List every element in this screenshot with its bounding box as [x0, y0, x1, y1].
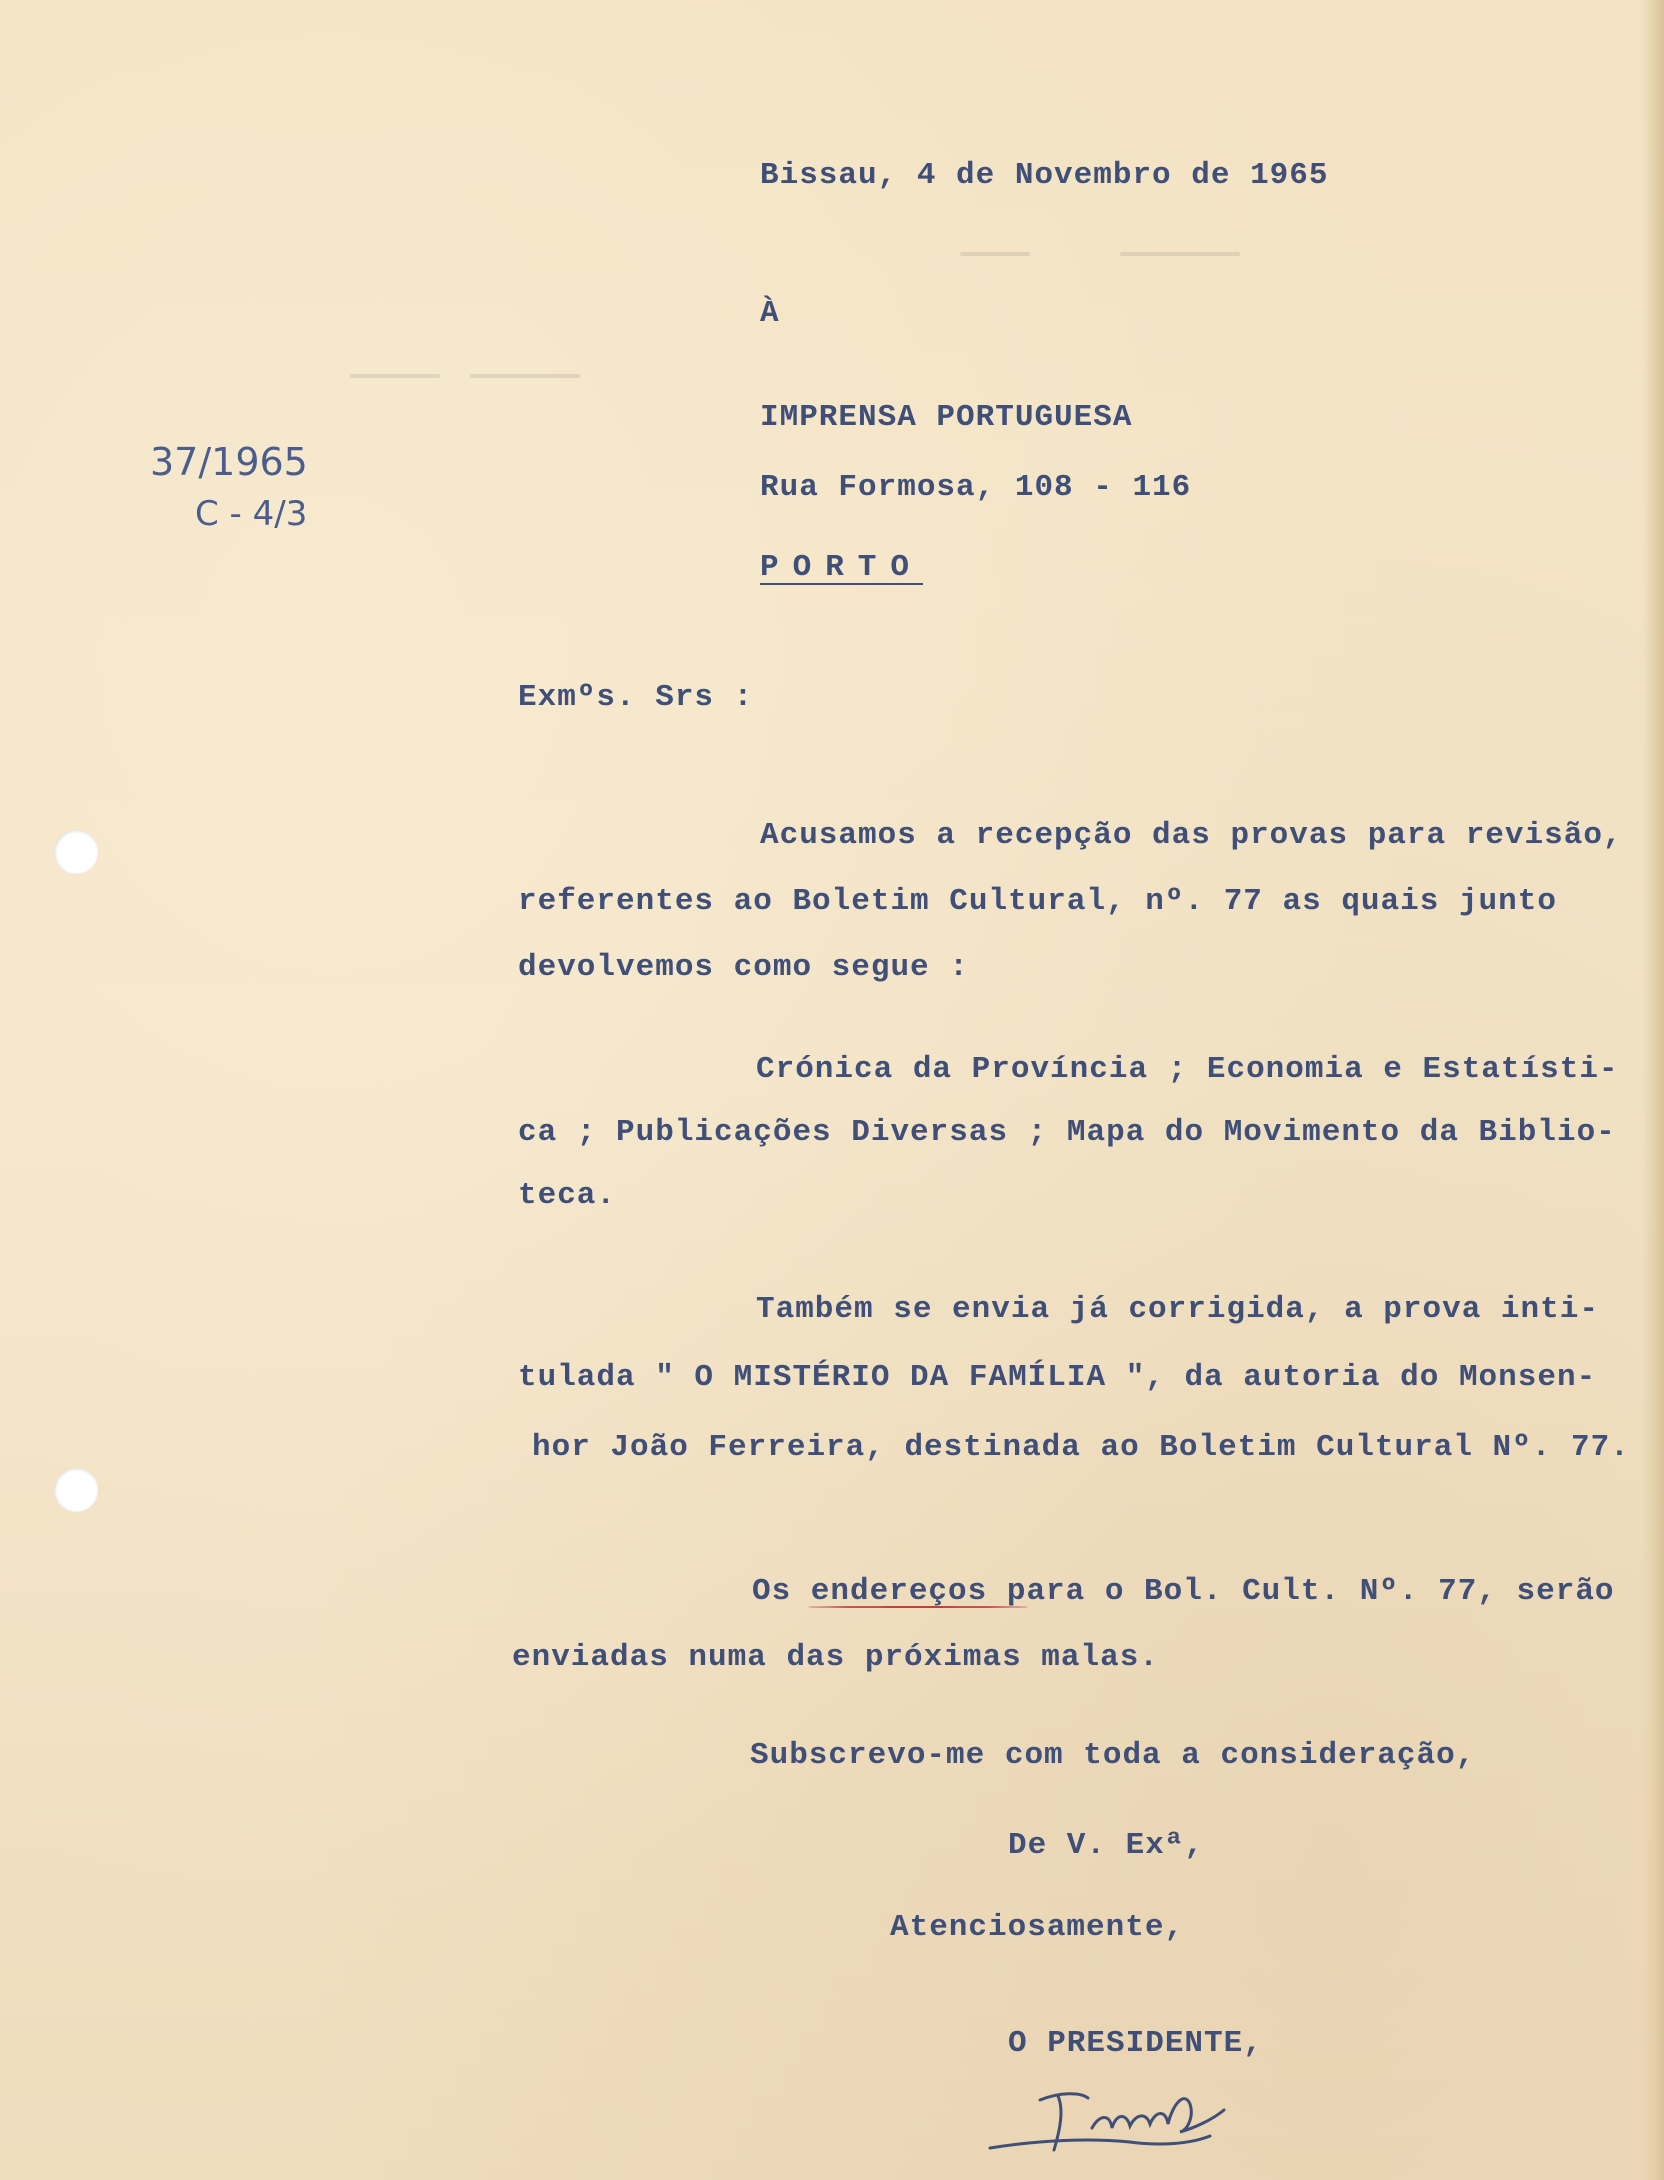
- paragraph4-line2: enviadas numa das próximas malas.: [512, 1640, 1159, 1675]
- faint-mark: [960, 252, 1030, 256]
- paragraph2-line3: teca.: [518, 1178, 617, 1213]
- closing-line: Subscrevo-me com toda a consideração,: [750, 1738, 1476, 1773]
- recipient-street: Rua Formosa, 108 - 116: [760, 470, 1192, 505]
- salutation-prefix: À: [760, 296, 780, 331]
- file-number: 37/1965: [150, 440, 308, 484]
- faint-mark: [470, 374, 580, 378]
- faint-mark: [1120, 252, 1240, 256]
- signature: [980, 2070, 1280, 2180]
- paragraph4-line1: Os endereços para o Bol. Cult. Nº. 77, serão: [752, 1574, 1615, 1609]
- paragraph3-line3: hor João Ferreira, destinada ao Boletim Cultural Nº. 77.: [532, 1430, 1630, 1465]
- closing-regards: Atenciosamente,: [890, 1910, 1185, 1945]
- paragraph1-line3: devolvemos como segue :: [518, 950, 969, 985]
- faint-mark: [350, 374, 440, 378]
- paragraph1-line1: Acusamos a recepção das provas para revisão,: [760, 818, 1623, 853]
- signatory-title: O PRESIDENTE,: [1008, 2026, 1263, 2061]
- paragraph2-line2: ca ; Publicações Diversas ; Mapa do Movimento da Biblio-: [518, 1115, 1616, 1150]
- punch-hole-bottom: [54, 1468, 98, 1512]
- paragraph1-line2: referentes ao Boletim Cultural, nº. 77 as quais junto: [518, 884, 1557, 919]
- date-line: Bissau, 4 de Novembro de 1965: [760, 158, 1329, 193]
- paragraph3-line2: tulada " O MISTÉRIO DA FAMÍLIA ", da autoria do Monsen-: [518, 1360, 1597, 1395]
- paragraph3-line1: Também se envia já corrigida, a prova inti-: [756, 1292, 1599, 1327]
- recipient-name: IMPRENSA PORTUGUESA: [760, 400, 1133, 435]
- closing-honorific: De V. Exª,: [1008, 1828, 1205, 1863]
- red-pencil-underline: [808, 1606, 1028, 1608]
- file-code: C - 4/3: [195, 494, 308, 534]
- page-edge: [1642, 0, 1664, 2180]
- recipient-city: PORTO: [760, 550, 924, 585]
- punch-hole-top: [54, 830, 98, 874]
- paragraph2-line1: Crónica da Província ; Economia e Estatísti-: [756, 1052, 1619, 1087]
- greeting: Exmºs. Srs :: [518, 680, 754, 715]
